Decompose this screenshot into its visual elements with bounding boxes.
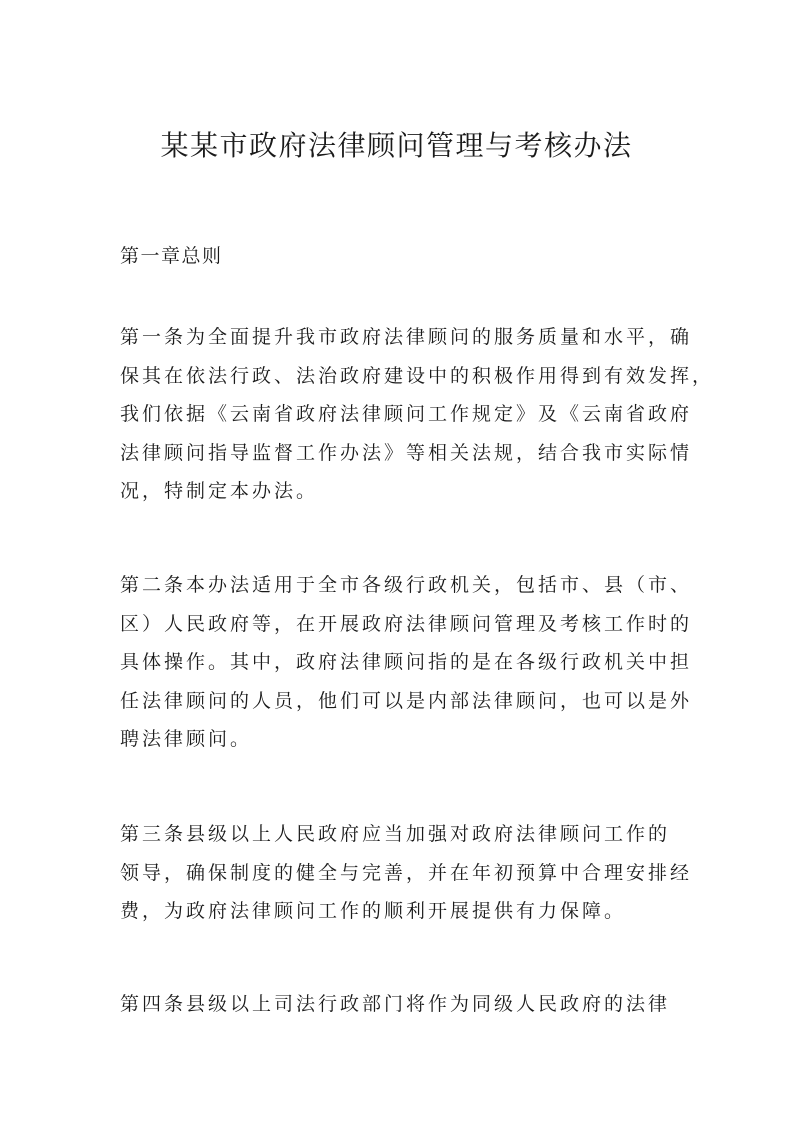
- paragraph-line: 第二条本办法适用于全市各级行政机关，包括市、县（市、: [120, 574, 693, 596]
- paragraph-line: 第一条为全面提升我市政府法律顾问的服务质量和水平，确: [120, 326, 693, 348]
- article-2: [120, 566, 693, 759]
- paragraph-line: 法律顾问指导监督工作办法》等相关法规，结合我市实际情: [120, 441, 693, 464]
- paragraph-line: 费，为政府法律顾问工作的顺利开展提供有力保障。: [120, 900, 627, 922]
- article-3: [120, 815, 693, 931]
- paragraph-line: 况，特制定本办法。: [120, 480, 319, 502]
- paragraph-line: 聘法律顾问。: [120, 728, 253, 750]
- document-title: 某某市政府法律顾问管理与考核办法: [160, 129, 633, 162]
- paragraph-line: 我们依据《云南省政府法律顾问工作规定》及《云南省政府: [120, 403, 693, 425]
- paragraph-line: 具体操作。其中，政府法律顾问指的是在各级行政机关中担: [120, 651, 693, 673]
- paragraph-line: 第三条县级以上人民政府应当加强对政府法律顾问工作的: [120, 823, 671, 845]
- paragraph-line: 第四条县级以上司法行政部门将作为同级人民政府的法律: [120, 993, 671, 1015]
- paragraph-line: 任法律顾问的人员，他们可以是内部法律顾问，也可以是外: [120, 689, 693, 712]
- paragraph-line: 保其在依法行政、法治政府建设中的积极作用得到有效发挥，: [120, 364, 715, 387]
- paragraph-line: 区）人民政府等，在开展政府法律顾问管理及考核工作时的: [120, 612, 693, 635]
- paragraph-line: 领导，确保制度的健全与完善，并在年初预算中合理安排经: [120, 861, 693, 884]
- article-4: [120, 985, 682, 1024]
- article-1: [120, 318, 715, 511]
- chapter-heading: 第一章总则: [120, 245, 223, 267]
